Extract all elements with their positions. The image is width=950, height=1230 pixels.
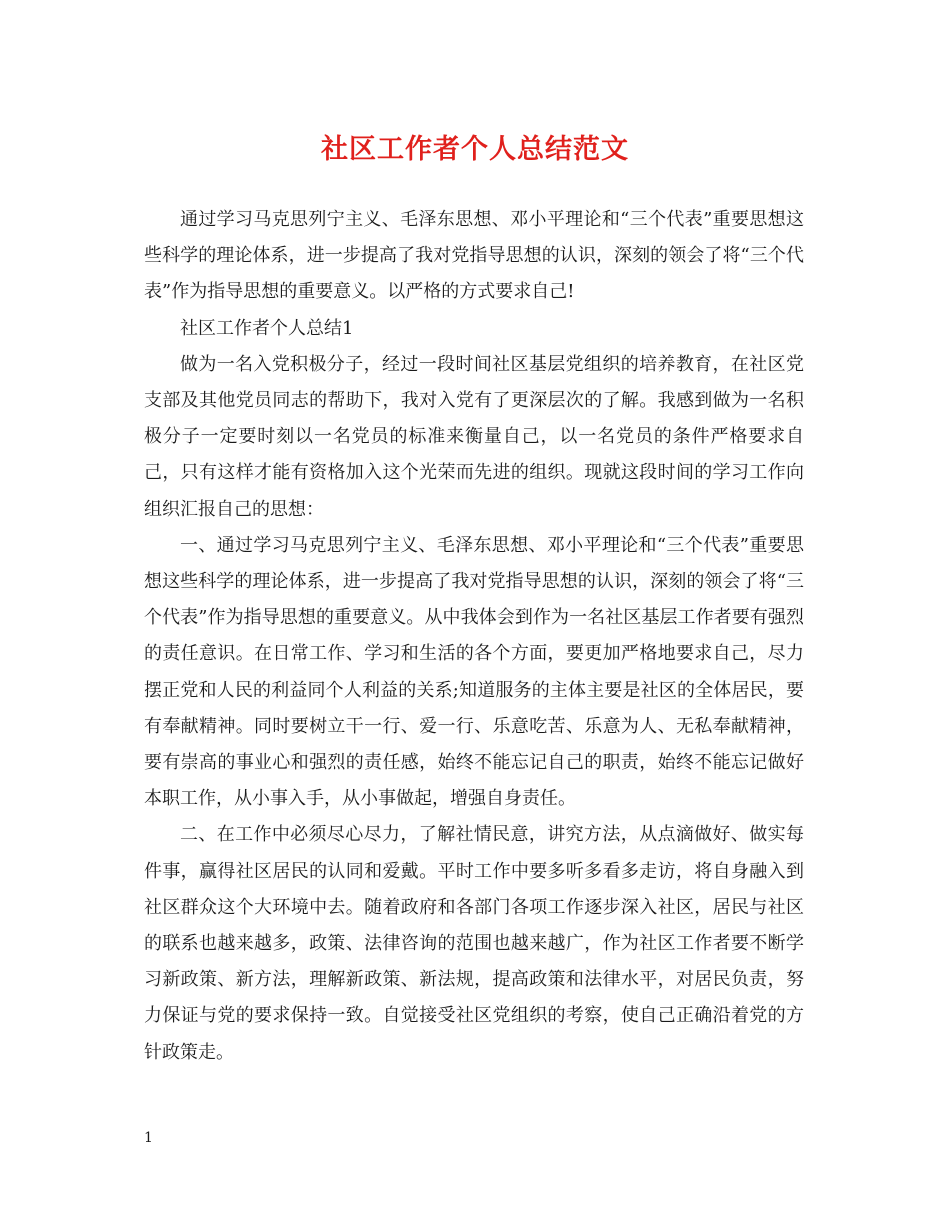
page-number: 1	[144, 1130, 153, 1146]
body-paragraph: 做为一名入党积极分子，经过一段时间社区基层党组织的培养教育，在社区党支部及其他党员同志的帮助下，我对入党有了更深层次的了解。我感到做为一名积极分子一定要时刻以一名党员的标准来衡量自己，以一名党员的条件严格要求自己，只有这样才能有资格加入这个光荣而先进的组织。现就这段时间的学习工作向组织汇报自己的思想：	[144, 353, 804, 520]
document-body	[144, 202, 804, 1071]
intro-paragraph: 通过学习马克思列宁主义、毛泽东思想、邓小平理论和“三个代表”重要思想这些科学的理论体系，进一步提高了我对党指导思想的认识，深刻的领会了将“三个代表”作为指导思想的重要意义。以严格的方式要求自己!	[144, 209, 804, 303]
section-heading: 社区工作者个人总结1	[180, 317, 354, 339]
document-title: 社区工作者个人总结范文	[321, 134, 629, 165]
body-paragraph: 一、通过学习马克思列宁主义、毛泽东思想、邓小平理论和“三个代表”重要思想这些科学的理论体系，进一步提高了我对党指导思想的认识，深刻的领会了将“三个代表”作为指导思想的重要意义。从中我体会到作为一名社区基层工作者要有强烈的责任意识。在日常工作、学习和生活的各个方面，要更加严格地要求自己，尽力摆正党和人民的利益同个人利益的关系;知道服务的主体主要是社区的全体居民，要有奉献精神。同时要树立干一行、爱一行、乐意吃苦、乐意为人、无私奉献精神，要有崇高的事业心和强烈的责任感，始终不能忘记自己的职责，始终不能忘记做好本职工作，从小事入手，从小事做起，增强自身责任。	[144, 534, 804, 810]
body-paragraph: 二、在工作中必须尽心尽力，了解社情民意，讲究方法，从点滴做好、做实每件事，赢得社区居民的认同和爱戴。平时工作中要多听多看多走访，将自身融入到社区群众这个大环境中去。随着政府和各部门各项工作逐步深入社区，居民与社区的联系也越来越多，政策、法律咨询的范围也越来越广，作为社区工作者要不断学习新政策、新方法，理解新政策、新法规，提高政策和法律水平，对居民负责，努力保证与党的要求保持一致。自觉接受社区党组织的考察，使自己正确沿着党的方针政策走。	[144, 824, 804, 1063]
